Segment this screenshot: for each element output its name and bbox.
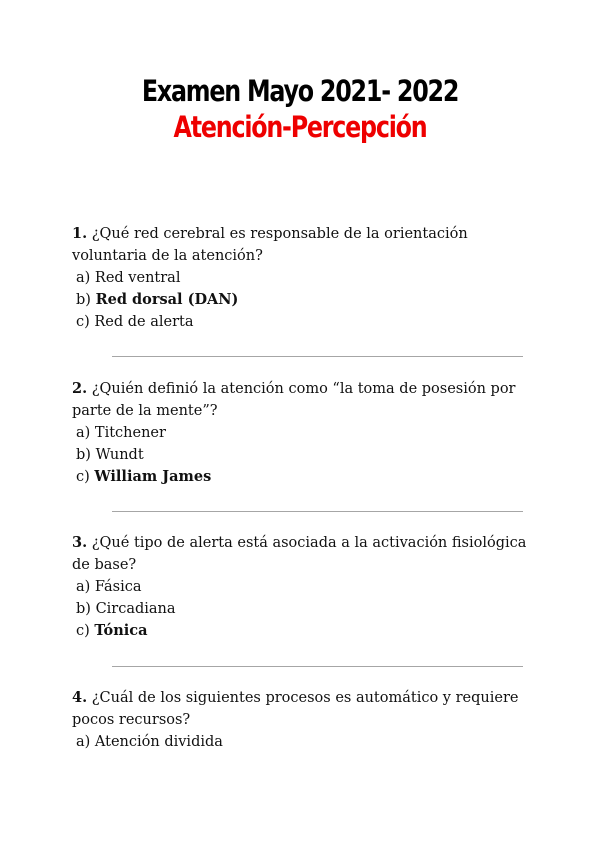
- question-4: [72, 687, 532, 753]
- option-c-correct: [72, 620, 532, 642]
- question-2: [72, 378, 532, 488]
- question-number: 1.: [72, 225, 88, 242]
- option-text: Fásica: [94, 579, 142, 595]
- question-prompt: ¿Qué tipo de alerta está asociada a la activación fisiológica de base?: [72, 535, 527, 573]
- option-text: Red de alerta: [94, 314, 194, 330]
- page-subtitle: Atención-Percepción: [173, 110, 427, 144]
- question-3: [72, 532, 532, 642]
- question-number: 3.: [72, 534, 88, 551]
- divider-line: [112, 511, 523, 512]
- option-text: Red dorsal (DAN): [95, 291, 239, 308]
- option-a: [72, 576, 532, 598]
- option-letter: c): [76, 623, 90, 639]
- question-text: [72, 378, 532, 422]
- option-text: Wundt: [95, 447, 144, 463]
- divider-line: [112, 356, 523, 357]
- question-text: [72, 223, 532, 267]
- option-b-correct: [72, 289, 532, 311]
- page-title: Examen Mayo 2021- 2022: [141, 74, 459, 108]
- question-text: [72, 687, 532, 731]
- question-text: [72, 532, 532, 576]
- option-letter: a): [76, 425, 91, 441]
- option-a: [72, 731, 532, 753]
- option-letter: c): [76, 314, 90, 330]
- option-b: [72, 444, 532, 466]
- option-text: William James: [94, 468, 212, 485]
- option-text: Atención dividida: [94, 734, 223, 750]
- option-letter: b): [76, 292, 91, 308]
- question-number: 2.: [72, 380, 88, 397]
- option-letter: b): [76, 447, 91, 463]
- option-a: [72, 422, 532, 444]
- option-a: [72, 267, 532, 289]
- question-prompt: ¿Quién definió la atención como “la toma de posesión por parte de la mente”?: [72, 381, 516, 419]
- option-letter: a): [76, 734, 91, 750]
- question-prompt: ¿Cuál de los siguientes procesos es automático y requiere pocos recursos?: [72, 690, 519, 728]
- option-letter: a): [76, 270, 91, 286]
- option-text: Circadiana: [95, 601, 176, 617]
- option-b: [72, 598, 532, 620]
- option-text: Tónica: [94, 622, 148, 639]
- divider-line: [112, 666, 523, 667]
- option-text: Titchener: [94, 425, 166, 441]
- option-letter: c): [76, 469, 90, 485]
- option-c: [72, 311, 532, 333]
- option-c-correct: [72, 466, 532, 488]
- option-letter: b): [76, 601, 91, 617]
- option-text: Red ventral: [94, 270, 181, 286]
- question-1: [72, 223, 532, 333]
- question-number: 4.: [72, 689, 88, 706]
- question-prompt: ¿Qué red cerebral es responsable de la orientación voluntaria de la atención?: [72, 226, 468, 264]
- option-letter: a): [76, 579, 91, 595]
